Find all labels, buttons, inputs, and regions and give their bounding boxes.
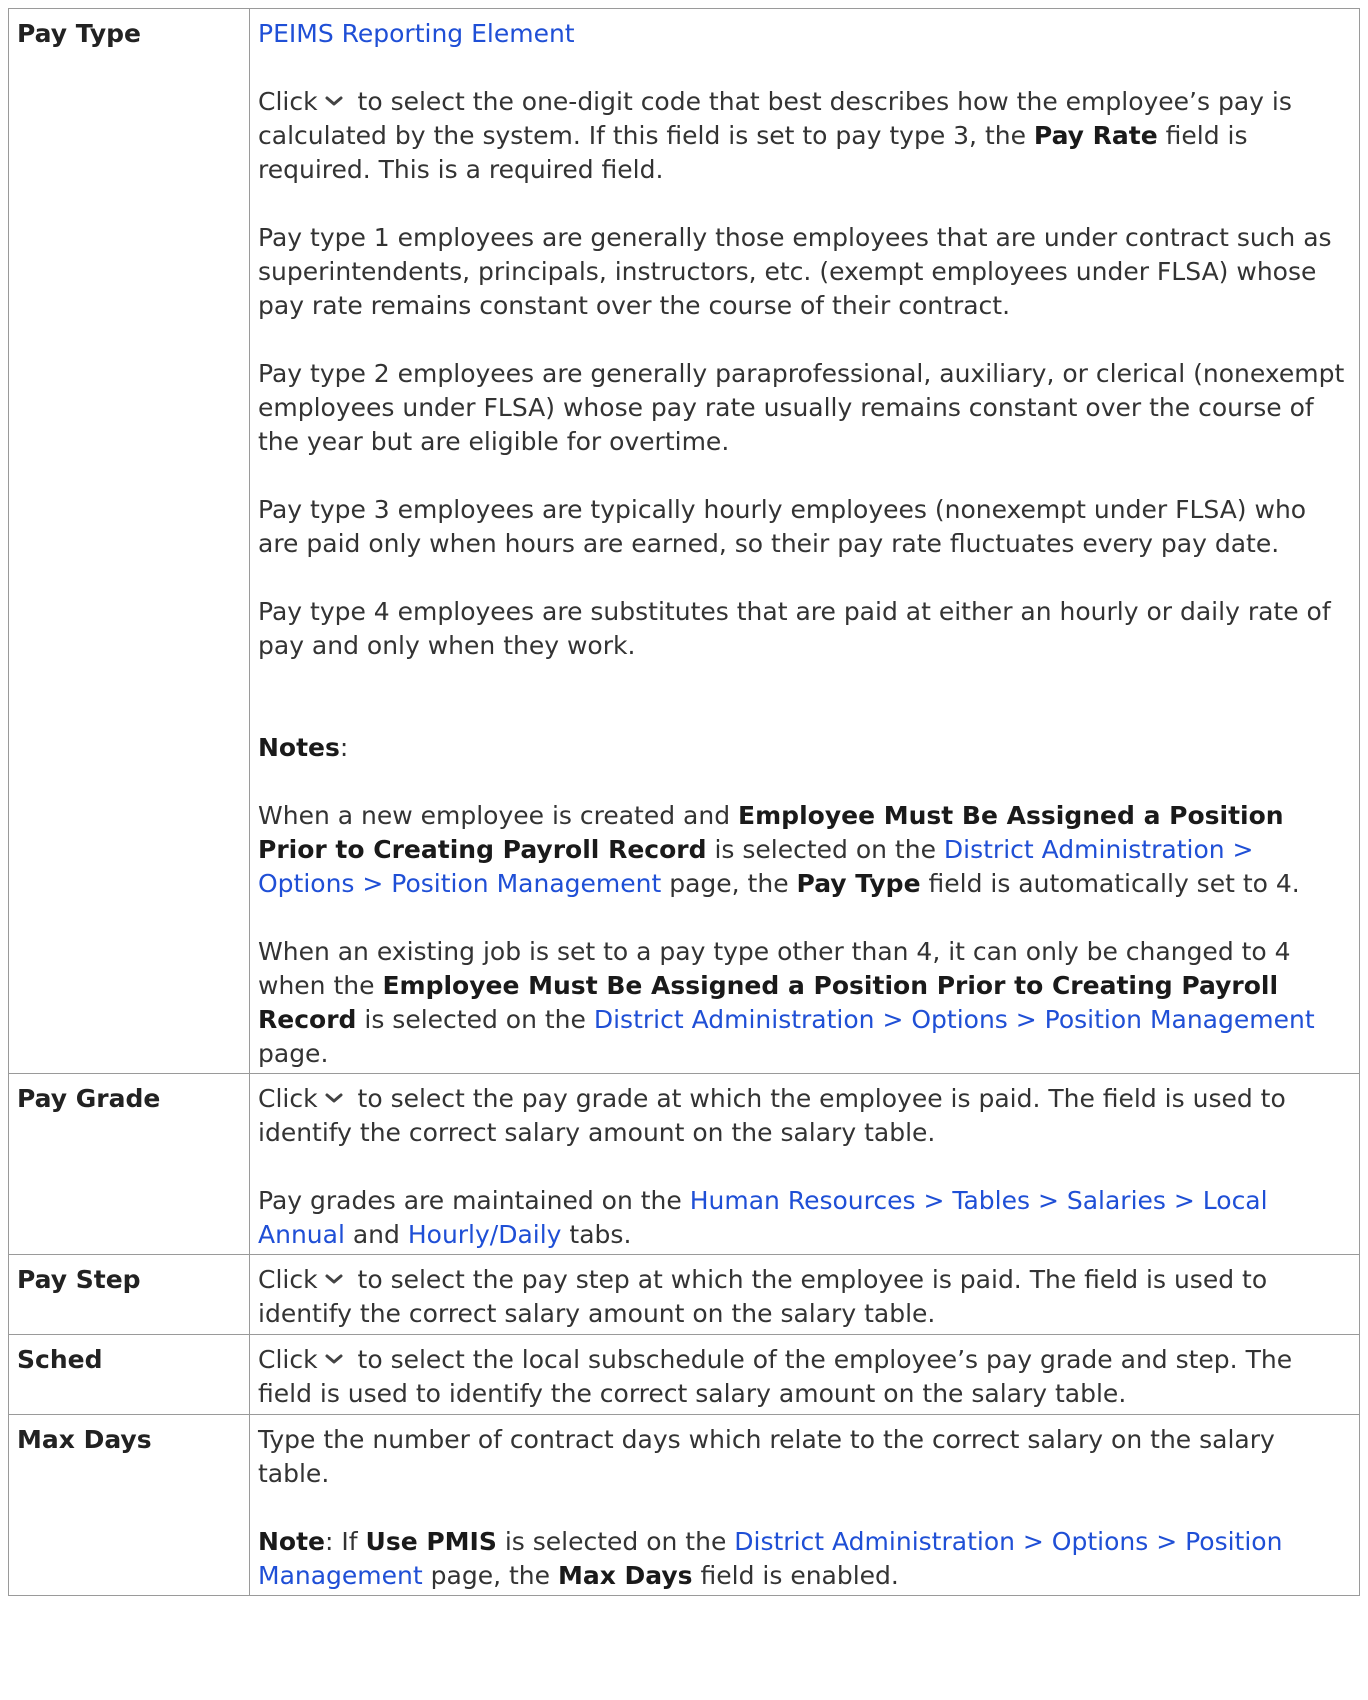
- field-term: Pay Step: [9, 1255, 250, 1335]
- paragraph: [258, 935, 1349, 1071]
- paragraph: Pay type 3 employees are typically hourly employees (nonexempt under FLSA) who are paid only when hours are earned, so their pay rate fluctuates every pay date.: [258, 495, 1307, 558]
- field-term: Pay Type: [9, 9, 250, 1074]
- text: to select the pay step at which the employee is paid. The field is used to identify the correct salary amount on the salary table.: [258, 1265, 1268, 1328]
- text: is selected on the: [356, 1005, 594, 1034]
- text: is selected on the: [496, 1527, 735, 1556]
- chevron-down-icon: [321, 91, 347, 111]
- field-term: Max Days: [9, 1415, 250, 1596]
- text: Click: [258, 1265, 318, 1294]
- text: : If: [325, 1527, 366, 1556]
- field-description: [250, 1415, 1360, 1596]
- field-term: Pay Grade: [9, 1074, 250, 1255]
- note-label: Note: [258, 1527, 326, 1556]
- text: field is automatically set to 4.: [920, 869, 1300, 898]
- text: to select the pay grade at which the employee is paid. The field is used to identify the correct salary amount on the salary table.: [258, 1084, 1286, 1147]
- paragraph: [258, 799, 1349, 901]
- field-description: [250, 1255, 1360, 1335]
- chevron-down-icon: [321, 1349, 347, 1369]
- notes-heading: [258, 731, 1349, 765]
- chevron-down-icon: [321, 1088, 347, 1108]
- position-management-link[interactable]: District Administration > Options > Position Management: [258, 835, 1254, 898]
- paragraph: Pay type 4 employees are substitutes that are paid at either an hourly or daily rate of pay and only when they work.: [258, 597, 1331, 660]
- notes-label: Notes: [258, 733, 340, 762]
- chevron-down-icon: [321, 1269, 347, 1289]
- text: page, the: [422, 1561, 558, 1590]
- text: Click: [258, 87, 318, 116]
- field-description: [250, 1074, 1360, 1255]
- paragraph: Type the number of contract days which relate to the correct salary on the salary table.: [258, 1425, 1275, 1488]
- field-ref: Employee Must Be Assigned a Position Prior to Creating Payroll Record: [258, 801, 1284, 864]
- field-description: [250, 9, 1360, 1074]
- position-management-link[interactable]: District Administration > Options > Position Management: [258, 1527, 1283, 1590]
- peims-link[interactable]: PEIMS Reporting Element: [258, 19, 575, 48]
- field-definitions-table: [8, 8, 1360, 1596]
- text: to select the local subschedule of the employee’s pay grade and step. The field is used to identify the correct salary amount on the salary table.: [258, 1345, 1293, 1408]
- table-row: [9, 1415, 1360, 1596]
- table-row: [9, 1335, 1360, 1415]
- text: is selected on the: [706, 835, 944, 864]
- paragraph: Pay type 1 employees are generally those employees that are under contract such as superintendents, principals, instructors, etc. (exempt employees under FLSA) whose pay rate remains constant over the course of their contract.: [258, 223, 1332, 320]
- text: page.: [258, 1039, 329, 1068]
- table-row: [9, 1074, 1360, 1255]
- table-row: [9, 9, 1360, 1074]
- hourly-daily-link[interactable]: Hourly/Daily: [407, 1220, 562, 1249]
- text: :: [339, 733, 349, 762]
- text: and: [344, 1220, 408, 1249]
- text: When an existing job is set to a pay type other than 4, it can only be changed to 4 when the: [258, 937, 1291, 1000]
- text: Pay grades are maintained on the: [258, 1186, 690, 1215]
- text: Click: [258, 1084, 318, 1113]
- field-ref: Employee Must Be Assigned a Position Prior to Creating Payroll Record: [258, 971, 1279, 1034]
- field-ref: Pay Rate: [1033, 121, 1158, 150]
- text: page, the: [661, 869, 797, 898]
- text: field is required. This is a required field.: [258, 121, 1248, 184]
- text: to select the one-digit code that best describes how the employee’s pay is calculated by the system. If this field is set to pay type 3, the: [258, 87, 1292, 150]
- field-ref: Max Days: [557, 1561, 693, 1590]
- salaries-local-annual-link[interactable]: Human Resources > Tables > Salaries > Local Annual: [258, 1186, 1268, 1249]
- field-term: Sched: [9, 1335, 250, 1415]
- paragraph: Pay type 2 employees are generally paraprofessional, auxiliary, or clerical (nonexempt employees under FLSA) whose pay rate usually remains constant over the course of the year but are eligible for overtime.: [258, 359, 1345, 456]
- table-row: [9, 1255, 1360, 1335]
- field-ref: Use PMIS: [365, 1527, 497, 1556]
- text: When a new employee is created and: [258, 801, 739, 830]
- text: Click: [258, 1345, 318, 1374]
- field-ref: Pay Type: [796, 869, 921, 898]
- text: tabs.: [561, 1220, 632, 1249]
- position-management-link[interactable]: District Administration > Options > Position Management: [593, 1005, 1315, 1034]
- text: field is enabled.: [692, 1561, 899, 1590]
- field-description: [250, 1335, 1360, 1415]
